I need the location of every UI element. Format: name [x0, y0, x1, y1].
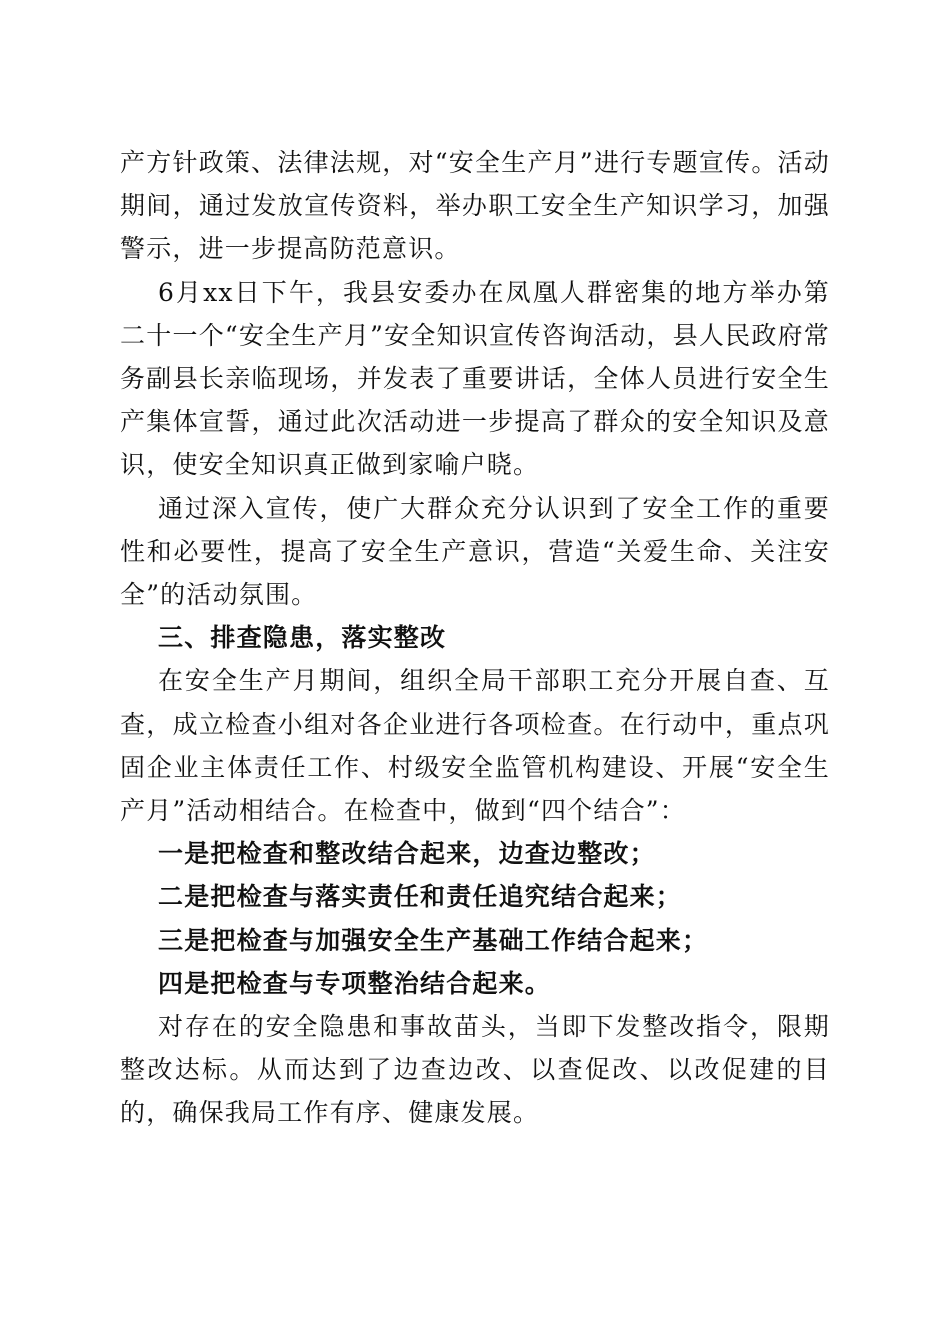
list-item-combination-1: 一是把检查和整改结合起来，边查边整改；: [158, 839, 656, 869]
paragraph-publicity-result: 通过深入宣传，使广大群众充分认识到了安全工作的重要性和必要性，提高了安全生产意识，营造“关爱生命、关注安全”的活动氛围。: [120, 493, 830, 610]
section-heading-inspection: 三、排查隐患，落实整改: [158, 623, 447, 653]
list-item-combination-3: 三是把检查与加强安全生产基础工作结合起来；: [158, 925, 709, 955]
paragraph-publicity-continuation: 产方针政策、法律法规，对“安全生产月”进行专题宣传。活动期间，通过发放宣传资料，举办职工安全生产知识学习，加强警示，进一步提高防范意识。: [120, 148, 830, 264]
paragraph-consultation-event: 6月xx日下午，我县安委办在凤凰人群密集的地方举办第二十一个“安全生产月”安全知识宣传咨询活动，县人民政府常务副县长亲临现场，并发表了重要讲话，全体人员进行安全生产集体宣誓，通过此次活动进一步提高了群众的安全知识及意识，使安全知识真正做到家喻户晓。: [120, 277, 830, 480]
paragraph-rectification-outcome: 对存在的安全隐患和事故苗头，当即下发整改指令，限期整改达标。从而达到了边查边改、以查促改、以改促建的目的，确保我局工作有序、健康发展。: [120, 1012, 830, 1128]
document-body: [120, 141, 830, 1135]
list-item-combination-2: 二是把检查与落实责任和责任追究结合起来；: [158, 882, 683, 912]
paragraph-inspection-intro: 在安全生产月期间，组织全局干部职工充分开展自查、互查，成立检查小组对各企业进行各项检查。在行动中，重点巩固企业主体责任工作、村级安全监管机构建设、开展“安全生产月”活动相结合。在检查中，做到“四个结合”：: [120, 666, 830, 826]
list-item-combination-4: 四是把检查与专项整治结合起来。: [158, 968, 552, 998]
